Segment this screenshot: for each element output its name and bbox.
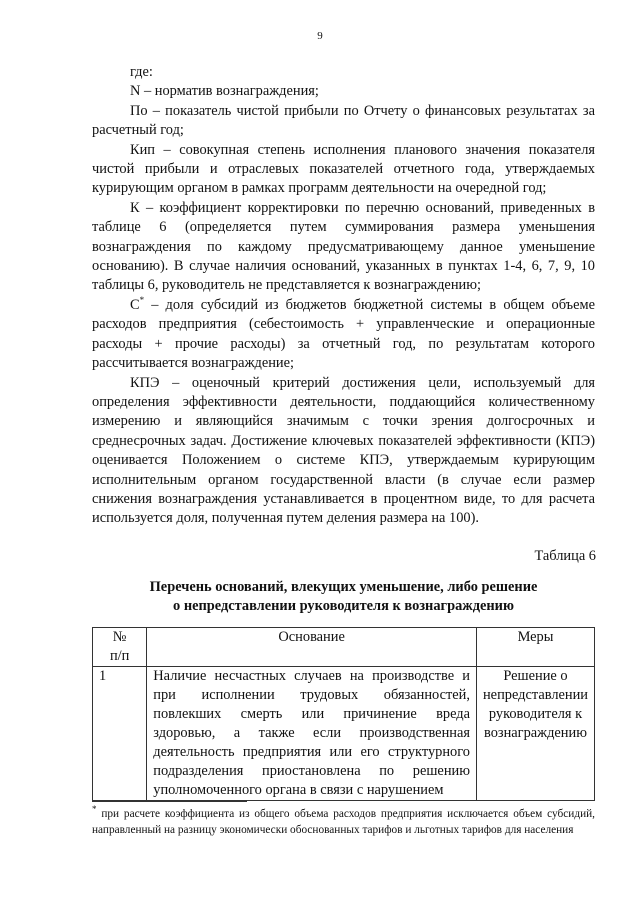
header-measures: Меры (476, 628, 594, 667)
table-title-line-2: о непредставлении руководителя к вознаграждению (173, 598, 514, 614)
c-symbol: С (130, 296, 140, 313)
grounds-table (92, 627, 595, 801)
paragraph-po-definition: По – показатель чистой прибыли по Отчету о финансовых результатах за расчетный год; (92, 102, 595, 139)
paragraph-c-definition (92, 296, 595, 374)
table-label: Таблица 6 (534, 548, 596, 564)
body-text (92, 63, 595, 529)
footnote (92, 806, 595, 838)
footnote-text: при расчете коэффициента из общего объема расходов предприятия исключается объем субсидий, направленный на разницу экономически обоснованных тарифов и льготных тарифов для населения (92, 808, 595, 836)
table-title (92, 578, 595, 616)
paragraph-kip-definition: Кип – совокупная степень исполнения планового значения показателя чистой прибыли и отраслевых показателей отчетного года, утверждаемых курирующим органом в рамках программ деятельности на очередной год; (92, 141, 595, 197)
paragraph-kpe-definition: КПЭ – оценочный критерий достижения цели, используемый для определения эффективности деятельности, поддающийся количественному измерению и являющийся значимым с точки зрения долгосрочных и среднесрочных задач. Достижение ключевых показателей эффективности (КПЭ) оценивается Положением о системе КПЭ, утверждаемым курирующим исполнительным органом государственной власти (в случае если размер снижения вознаграждения устанавливается в процентном виде, то для расчета используется доля, полученная путем деления размера на 100). (92, 374, 595, 527)
row-number: 1 (93, 667, 147, 801)
table-header-row (93, 628, 595, 667)
paragraph-n-definition: N – норматив вознаграждения; (130, 83, 319, 100)
row-measures: Решение о непредставлении руководителя к вознаграждению (476, 667, 594, 801)
footnote-marker: * (92, 804, 97, 815)
page-number: 9 (317, 30, 323, 42)
header-number (93, 628, 147, 667)
paragraph-where: где: (130, 64, 153, 80)
table-title-line-1: Перечень оснований, влекущих уменьшение, либо решение (149, 579, 538, 595)
row-basis: Наличие несчастных случаев на производстве и при исполнении трудовых обязанностей, повлекших смерть или причинение вреда здоровью, а также если производственная деятельность предприятия или его структурного подразделения приостановлена по решению уполномоченного органа в связи с нарушением (147, 667, 477, 801)
footnote-ref-marker: * (139, 295, 145, 306)
footnote-divider (92, 801, 247, 802)
header-basis: Основание (147, 628, 477, 667)
paragraph-k-definition: К – коэффициент корректировки по перечню оснований, приведенных в таблице 6 (определяется путем суммирования размера уменьшения вознаграждения по каждому предусматривающему данное уменьшение основанию). В случае наличия оснований, указанных в пунктах 1-4, 6, 7, 9, 10 таблицы 6, руководитель не представляется к вознаграждению; (92, 199, 595, 294)
header-number-line-2: п/п (109, 648, 130, 664)
table-row (93, 667, 595, 801)
c-definition-text: – доля субсидий из бюджетов бюджетной системы в общем объеме расходов предприятия (себестоимость + управленческие и операционные расходы + прочие расходы) за отчетный год, по результатам которого рассчитывается вознаграждение; (92, 296, 595, 372)
header-number-line-1: № (112, 629, 127, 645)
